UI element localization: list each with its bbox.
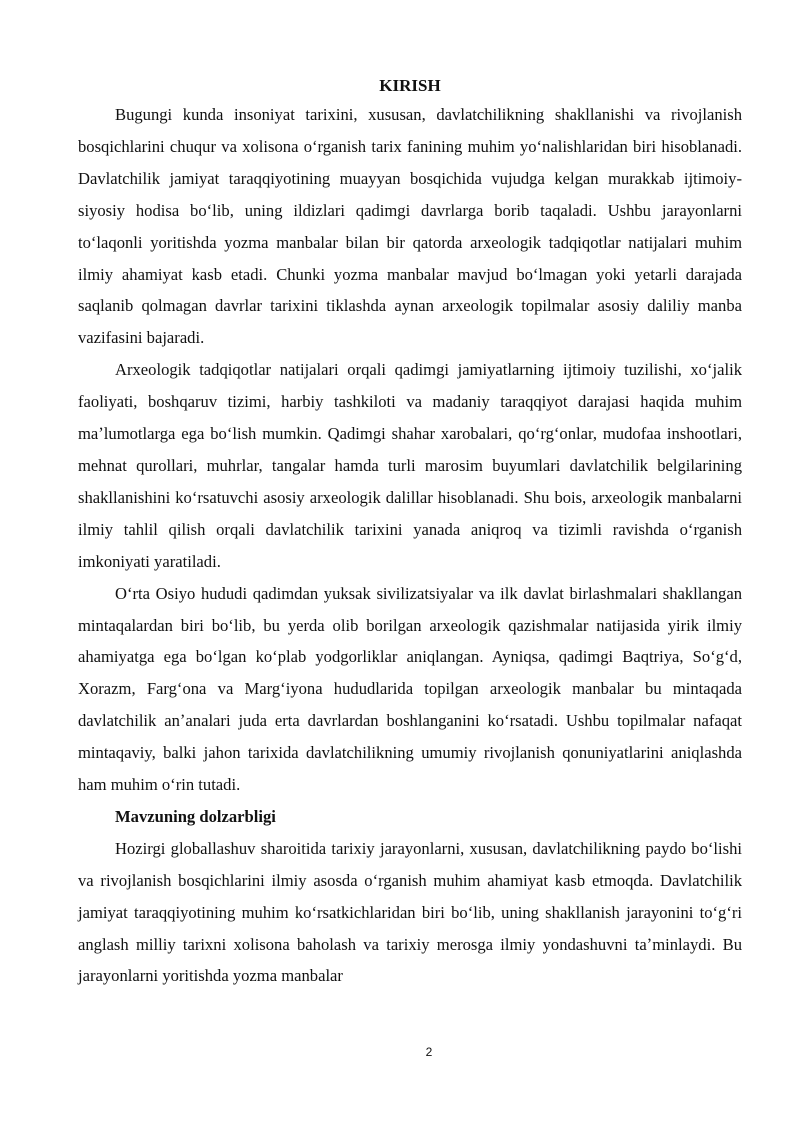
subsection-heading: Mavzuning dolzarbligi	[115, 806, 276, 826]
paragraph-2: Arxeologik tadqiqotlar natijalari orqali qadimgi jamiyatlarning ijtimoiy tuzilishi, xoʻjalik faoliyati, boshqaruv tizimi, harbiy tashkiloti va madaniy taraqqiyot darajasi haqida muhim maʼlumotlarga ega boʻlish mumkin. Qadimgi shahar xarobalari, qoʻrgʻonlar, mudofaa inshootlari, mehnat qurollari, muhrlar, tangalar hamda turli marosim buyumlari davlatchilik belgilarining shakllanishini koʻrsatuvchi asosiy arxeologik dalillar hisoblanadi. Shu bois, arxeologik manbalarni ilmiy tahlil qilish orqali davlatchilik tarixini yanada aniqroq va tizimli ravishda oʻrganish imkoniyati yaratiladi.	[78, 360, 742, 571]
page-number: 2	[425, 1045, 433, 1059]
paragraph-4: Hozirgi globallashuv sharoitida tarixiy jarayonlarni, xususan, davlatchilikning paydo boʻlishi va rivojlanish bosqichlarini ilmiy asosda oʻrganish muhim ahamiyat kasb etmoqda. Davlatchilik jamiyat taraqqiyotining muhim koʻrsatkichlaridan biri boʻlib, uning shakllanish jarayonini toʻgʻri anglash milliy tarixni xolisona baholash va tarixiy merosga ilmiy yondashuvni taʼminlaydi. Bu jarayonlarni yoritishda yozma manbalar	[78, 838, 742, 986]
paragraph-1: Bugungi kunda insoniyat tarixini, xususan, davlatchilikning shakllanishi va rivojlanish bosqichlarini chuqur va xolisona oʻrganish tarix fanining muhim yoʻnalishlaridan biri hisoblanadi. Davlatchilik jamiyat taraqqiyotining muayyan bosqichida vujudga kelgan murakkab ijtimoiy-siyosiy hodisa boʻlib, uning ildizlari qadimgi davrlarga borib taqaladi. Ushbu jarayonlarni toʻlaqonli yoritishda yozma manbalar bilan bir qatorda arxeologik tadqiqotlar natijalari muhim ilmiy ahamiyat kasb etadi. Chunki yozma manbalar mavjud boʻlmagan yoki yetarli darajada saqlanib qolmagan davrlar tarixini tiklashda aynan arxeologik topilmalar asosiy daliliy manba vazifasini bajaradi.	[78, 105, 742, 348]
section-heading: KIRISH	[379, 76, 441, 95]
paragraph-3: Oʻrta Osiyo hududi qadimdan yuksak sivilizatsiyalar va ilk davlat birlashmalari shakllangan mintaqalardan biri boʻlib, bu yerda olib borilgan arxeologik qazishmalar natijasida yirik ilmiy ahamiyatga ega boʻlgan koʻplab yodgorliklar aniqlangan. Ayniqsa, qadimgi Baqtriya, Soʻgʻd, Xorazm, Fargʻona va Margʻiyona hududlarida topilgan arxeologik manbalar bu mintaqada davlatchilik anʼanalari juda erta davrlardan boshlanganini koʻrsatadi. Ushbu topilmalar nafaqat mintaqaviy, balki jahon tarixida davlatchilikning umumiy rivojlanish qonuniyatlarini aniqlashda ham muhim oʻrin tutadi.	[78, 583, 742, 795]
document-page	[78, 75, 742, 992]
